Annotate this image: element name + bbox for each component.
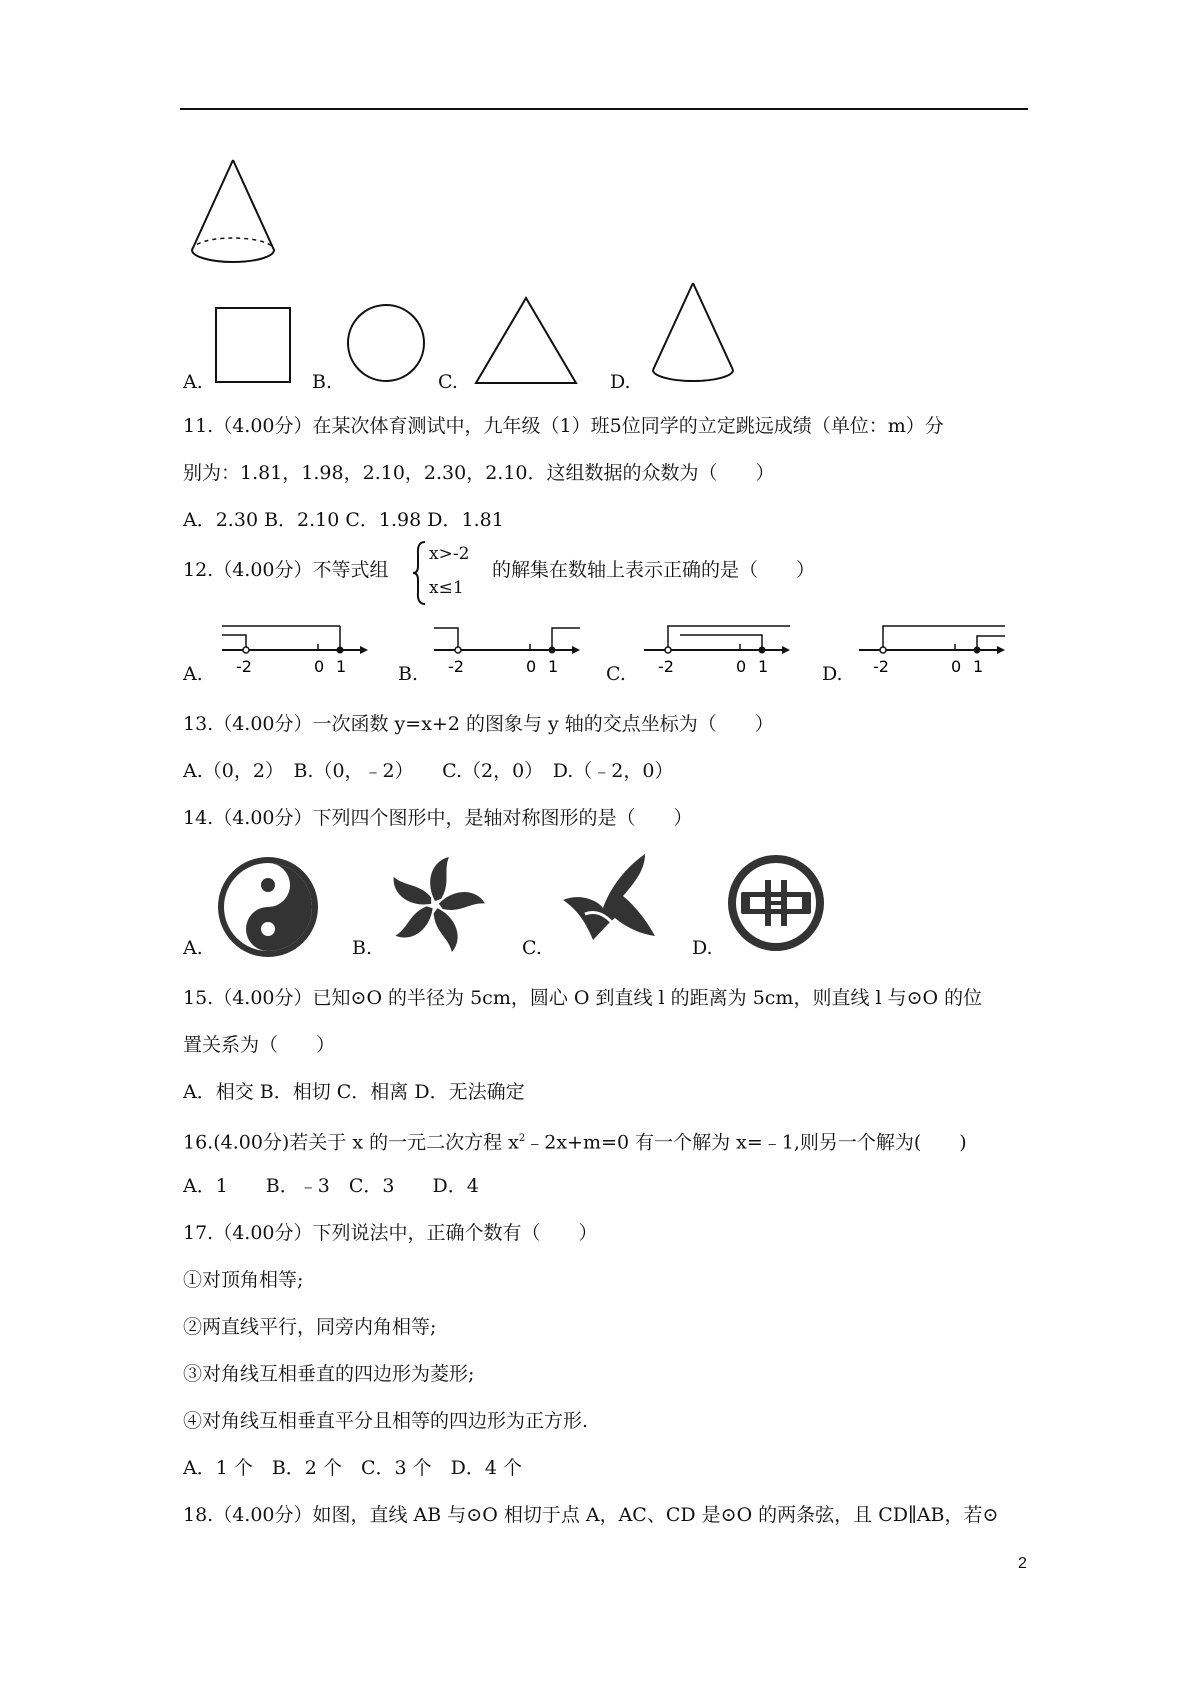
number-line-b bbox=[430, 620, 585, 680]
q10-option-d: D. bbox=[610, 371, 631, 393]
tick-label: 0 bbox=[526, 657, 537, 676]
q10-option-b: B. bbox=[312, 371, 333, 393]
tick-label: 0 bbox=[951, 657, 962, 676]
q14-option-b: B. bbox=[352, 937, 373, 959]
inequality-1: x>-2 bbox=[429, 544, 470, 564]
tick-label: 0 bbox=[314, 657, 325, 676]
q11-line1: 11.（4.00分）在某次体育测试中，九年级（1）班5位同学的立定跳远成绩（单位：m）分 bbox=[183, 415, 944, 437]
number-line-c bbox=[640, 620, 795, 680]
q18-line1: 18.（4.00分）如图，直线 AB 与⊙O 相切于点 A，AC、CD 是⊙O 的两条弦，且 CD∥AB，若⊙ bbox=[183, 1504, 999, 1526]
q14-line1: 14.（4.00分）下列四个图形中，是轴对称图形的是（ ） bbox=[183, 807, 693, 829]
tick-label: -2 bbox=[658, 657, 674, 676]
q13-line1: 13.（4.00分）一次函数 y=x+2 的图象与 y 轴的交点坐标为（ ） bbox=[183, 713, 774, 735]
q17-line1: 17.（4.00分）下列说法中，正确个数有（ ） bbox=[183, 1222, 598, 1244]
q17-statement-2: ②两直线平行，同旁内角相等; bbox=[183, 1316, 437, 1338]
yin-yang-figure bbox=[213, 852, 323, 962]
tick-label: -2 bbox=[873, 657, 889, 676]
cone-side-figure bbox=[648, 280, 738, 390]
number-line-a bbox=[218, 620, 373, 680]
inequality-system bbox=[412, 540, 492, 606]
triangle-figure bbox=[472, 295, 580, 387]
q14-option-d: D. bbox=[692, 937, 713, 959]
q13-options: A.（0，2） B.（0，﹣2） C.（2，0） D.（﹣2，0） bbox=[183, 760, 674, 782]
bank-logo-figure bbox=[725, 852, 827, 954]
q17-options: A．1 个 B．2 个 C．3 个 D．4 个 bbox=[183, 1457, 522, 1479]
tick-label: 1 bbox=[548, 657, 559, 676]
q15-line2: 置关系为（ ） bbox=[183, 1034, 336, 1056]
q16-superscript: 2 bbox=[518, 1133, 526, 1144]
q16-text-b: ﹣2x+m=0 有一个解为 x=﹣1,则另一个解为( ) bbox=[525, 1131, 967, 1154]
q17-statement-4: ④对角线互相垂直平分且相等的四边形为正方形. bbox=[183, 1410, 589, 1432]
tick-label: 1 bbox=[973, 657, 984, 676]
q10-option-c: C. bbox=[438, 371, 458, 393]
q15-line1: 15.（4.00分）已知⊙O 的半径为 5cm，圆心 O 到直线 l 的距离为 5cm，则直线 l 与⊙O 的位 bbox=[183, 987, 983, 1009]
q12-option-c: C. bbox=[606, 663, 626, 685]
inequality-2: x≤1 bbox=[429, 578, 464, 598]
number-line-d bbox=[855, 620, 1010, 680]
q12-option-b: B. bbox=[398, 663, 419, 685]
q10-option-a: A. bbox=[183, 371, 203, 393]
tick-label: -2 bbox=[448, 657, 464, 676]
tick-label: -2 bbox=[236, 657, 252, 676]
ribbon-figure bbox=[555, 848, 665, 958]
q17-statement-3: ③对角线互相垂直的四边形为菱形; bbox=[183, 1363, 475, 1385]
square-figure bbox=[213, 305, 293, 385]
q12-line-suffix: 的解集在数轴上表示正确的是（ ） bbox=[492, 559, 816, 581]
q12-line-prefix: 12.（4.00分）不等式组 bbox=[183, 559, 389, 581]
tick-label: 0 bbox=[736, 657, 747, 676]
q11-line2: 别为：1.81，1.98，2.10，2.30，2.10．这组数据的众数为（ ） bbox=[183, 462, 775, 484]
q16-text-a: 16.(4.00分)若关于 x 的一元二次方程 x bbox=[183, 1131, 519, 1154]
q15-options: A．相交 B．相切 C．相离 D．无法确定 bbox=[183, 1081, 525, 1103]
tick-label: 1 bbox=[336, 657, 347, 676]
header-rule bbox=[180, 108, 1028, 110]
page-number: 2 bbox=[1018, 1555, 1027, 1572]
q12-option-d: D. bbox=[822, 663, 843, 685]
circle-figure bbox=[345, 302, 427, 384]
left-brace-icon bbox=[412, 540, 428, 606]
bauhinia-figure bbox=[380, 850, 490, 960]
q11-options: A．2.30 B．2.10 C．1.98 D．1.81 bbox=[183, 509, 504, 531]
q14-option-a: A. bbox=[183, 937, 203, 959]
q16-line1 bbox=[183, 1127, 967, 1154]
q17-statement-1: ①对顶角相等; bbox=[183, 1269, 304, 1291]
q16-options: A．1 B．﹣3 C．3 D．4 bbox=[183, 1175, 479, 1197]
q14-option-c: C. bbox=[522, 937, 542, 959]
q12-option-a: A. bbox=[183, 663, 203, 685]
tick-label: 1 bbox=[758, 657, 769, 676]
cone-figure bbox=[188, 158, 278, 268]
